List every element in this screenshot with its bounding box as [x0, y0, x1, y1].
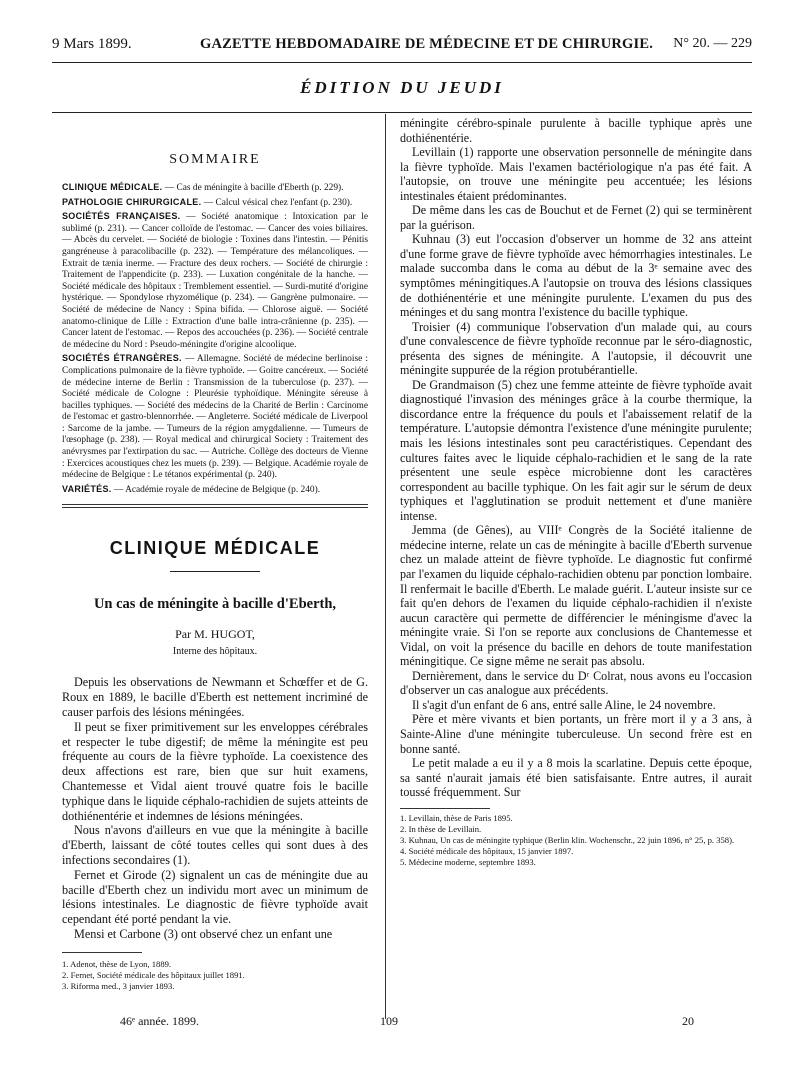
paragraph: Fernet et Girode (2) signalent un cas de méningite due au bacille d'Eberth chez un individu mort avec un minimum de lésions intestinales. Le diagnostic de fièvre typhoïde avait cependant été porté pendant la vie.	[62, 867, 368, 927]
footnote: 3. Riforma med., 3 janvier 1893.	[62, 980, 175, 991]
sommaire-entry: CLINIQUE MÉDICALE. — Cas de méningite à bacille d'Eberth (p. 229).	[62, 182, 344, 193]
footnote: 1. Adenot, thèse de Lyon, 1889.	[62, 958, 172, 969]
paragraph: Depuis les observations de Newmann et Schœffer et de G. Roux en 1889, le bacille d'Eberth est nettement incriminé de causer parfois des lésions méningées.	[62, 675, 368, 720]
sommaire-entry: PATHOLOGIE CHIRURGICALE. — Calcul vésical chez l'enfant (p. 230).	[62, 196, 353, 208]
journal-title: GAZETTE HEBDOMADAIRE DE MÉDECINE ET DE CHIRURGIE.	[200, 36, 654, 52]
issue-page-number: N° 20. — 229	[673, 36, 752, 51]
sommaire-entry: SOCIÉTÉS ÉTRANGÈRES. — Allemagne. Société de médecine berlinoise : Complications pulmonaire de la fièvre typhoïde. — Goitre cancéreux. — Société de médecine interne de Berlin : Transmission de la tuberculose (p. 237). — Société médicale de Cologne : Pleurésie typhoïdique. Méningite séreuse à bacilles typhiques. — Société des médecins de la Charité de Berlin : Carcinome de l'estomac et gastro-blennorrhée. — Angleterre. Société médicale de Liverpool : Sarcome de la jambe. — Tumeurs de la région amygdalienne. — Tumeurs de l'œsophage (p. 238). — Royal medical and chirurgical Society : Traitement des anévrysmes par l'extirpation du sac. — Autriche. Collège des docteurs de Vienne : Exercices acoustiques chez les muets (p. 239). — Belgique. Académie royale de médecine de Belgique : Le tétanos expérimental (p. 240).	[62, 353, 368, 481]
issue-date: 9 Mars 1899.	[52, 36, 132, 52]
paragraph: De Grandmaison (5) chez une femme atteinte de fièvre typhoïde avait diagnostiqué l'invasion des méninges grâce à la courbe thermique, la discordance entre la fréquence du pouls et l'abaissement relatif de la température. L'autopsie démontra l'existence d'une méningite purulente; mais les lésions intestinales sont peu caractéristiques. Cependant des cultures faites avec le liquide céphalo-rachidien et le sang de la rate présentent une seule espèce microbienne dont les caractères correspondent au bacille typhique. On les fait agir sur le sérum de deux typhiques et l'agglutination se produit nettement et d'une manière intense.	[400, 377, 752, 523]
paragraph: Mensi et Carbone (3) ont observé chez un enfant une	[74, 926, 333, 941]
footnote: 3. Kuhnau, Un cas de méningite typhique (Berlin klin. Wochenschr., 22 juin 1896, n° 25, p. 358).	[400, 834, 735, 845]
sommaire-entry: VARIÉTÉS. — Académie royale de médecine de Belgique (p. 240).	[62, 483, 321, 495]
sommaire-list	[62, 182, 368, 496]
edition-rule	[52, 112, 752, 113]
sommaire-entry: SOCIÉTÉS FRANÇAISES. — Société anatomique : Intoxication par le sublimé (p. 231). — Cancer colloïde de l'estomac. — Cancer des voies biliaires. — Abcès du cervelet. — Société de biologie : Toxines dans l'intestin. — Pénitis gangréneuse à paracolibacille (p. 232). — Température des mélancoliques. — Extrait de tænia inerme. — Fracture des deux rochers. — Société de chirurgie : Traitement de l'appendicite (p. 233). — Luxation congénitale de la hanche. — Société médicale des hôpitaux : Tremblement essentiel. — Surdi-mutité d'origine hystérique. — Spondylose rhyzomélique (p. 234). — Gangrène pulmonaire. — Société de médecine de Nancy : Spina bifida. — Chlorose aiguë. — Société anatomo-clinique de Lille : Extraction d'une balle intra-crânienne (p. 235). — Cancer latent de l'estomac. — Repos des accouchées (p. 236). — Société centrale de médecine du Nord : Pseudo-méningite d'origine alcoolique.	[62, 211, 368, 350]
paragraph: Jemma (de Gênes), au VIIIᵉ Congrès de la Société italienne de médecine interne, relate un cas de méningite à bacille d'Eberth survenue chez un malade atteint de fièvre typhoïde. Le diagnostic fut confirmé par l'examen du liquide céphalo-rachidien obtenu par ponction lombaire. Il renfermait le bacille d'Eberth. Le malade guérit. L'auteur insiste sur ce fait qu'en dehors de l'examen du liquide céphalo-rachidien il n'existe aucun caractère qui permette de différencier le méningisme d'avec la méningite vraie. Si l'on se reporte aux conclusions de Chantemesse et Vidal, on voit la présence du bacille en dehors de toute manifestation méningitique. Ce signe même ne serait pas absolu.	[400, 523, 752, 669]
paragraph: Dernièrement, dans le service du Dʳ Colrat, nous avons eu l'occasion d'observer un cas analogue aux précédents.	[400, 668, 752, 698]
paragraph: Le petit malade a eu il y a 8 mois la scarlatine. Depuis cette époque, sa santé n'aurait jamais été bien satisfaisante. Entre autres, il aurait toussé fréquemment. Sur	[400, 756, 752, 800]
header-rule	[52, 62, 752, 63]
section-rule	[170, 571, 260, 572]
sommaire-rule	[62, 507, 368, 508]
paragraph: Il s'agit d'un enfant de 6 ans, entré salle Aline, le 24 novembre.	[412, 697, 716, 712]
sommaire-title: SOMMAIRE	[169, 152, 261, 167]
footer-issue: 20	[682, 1014, 694, 1028]
paragraph: méningite cérébro-spinale purulente à bacille typhique après une dothiénentérie.	[400, 116, 752, 145]
footnote: 1. Levillain, thèse de Paris 1895.	[400, 812, 513, 823]
author-role: Interne des hôpitaux.	[172, 646, 258, 658]
paragraph: Il peut se fixer primitivement sur les enveloppes cérébrales et respecter le tube digestif; de même la méningite est peu fréquente au cours de la fièvre typhoïde. La coexistence des deux affections est rare, bien que sur huit examens, Chantemesse et Vidal aient trouvé quatre fois le bacille typhique dans le liquide céphalo-rachidien de sujets atteints de dothiénentérie et indemnes de lésions méningées.	[62, 719, 368, 823]
paragraph: Levillain (1) rapporte une observation personnelle de méningite dans la fièvre typhoïde. Mais l'examen bactériologique n'a pas été fait. A l'autopsie, on trouve une méningite peu accentuée; les lésions intestinales étaient prédominantes.	[400, 145, 752, 203]
sommaire-rule	[62, 504, 368, 505]
paragraph: Troisier (4) communique l'observation d'un malade qui, au cours d'une convalescence de fièvre typhoïde reconnue par le séro-diagnostic, présenta des signes de méningite. A l'autopsie, il découvrit une méningite suppurée de la région protubérantielle.	[400, 319, 752, 378]
footer-page: 109	[380, 1014, 398, 1028]
column-separator	[385, 114, 386, 1019]
left-column	[62, 152, 368, 992]
footnote: 2. In thèse de Levillain.	[400, 823, 482, 834]
left-article-body	[62, 675, 368, 941]
running-head	[52, 34, 752, 56]
paragraph: Nous n'avons d'ailleurs en vue que la méningite à bacille d'Eberth, laissant de côté toutes celles qui sont dues à des infections secondaires (1).	[62, 823, 368, 867]
footnote: 4. Société médicale des hôpitaux, 15 janvier 1897.	[400, 845, 574, 856]
footnote: 5. Médecine moderne, septembre 1893.	[400, 856, 536, 867]
left-footnotes	[62, 959, 368, 992]
paragraph: Kuhnau (3) eut l'occasion d'observer un homme de 32 ans atteint d'une forme grave de fièvre typhoïde avec hémorrhagies intestinales. Le malade succomba dans le coma au début de la 3ᵉ semaine avec des symptômes méningitiques.A l'autopsie on trouva des lésions classiques de dothiénentérie et une méningite purulente. L'examen du pus des méninges et du sang montra l'existence du bacille typhique.	[400, 232, 752, 320]
paragraph: Père et mère vivants et bien portants, un frère mort il y a 3 ans, à Sainte-Aline d'une méningite tuberculeuse. Un second frère est en bonne santé.	[400, 712, 752, 756]
article-title: Un cas de méningite à bacille d'Eberth,	[93, 596, 337, 613]
right-column	[400, 116, 752, 868]
footer-year: 46ᵉ année. 1899.	[120, 1014, 200, 1028]
footnote-rule	[400, 808, 490, 809]
footnote: 2. Fernet, Société médicale des hôpitaux juillet 1891.	[62, 969, 245, 980]
footnote-rule	[62, 952, 142, 953]
right-footnotes	[400, 813, 752, 868]
edition-title: ÉDITION DU JEUDI	[300, 78, 504, 97]
article-author: Par M. HUGOT,	[175, 627, 255, 642]
section-title: CLINIQUE MÉDICALE	[109, 538, 321, 559]
paragraph: De même dans les cas de Bouchut et de Fernet (2) qui se terminèrent par la guérison.	[400, 203, 752, 232]
